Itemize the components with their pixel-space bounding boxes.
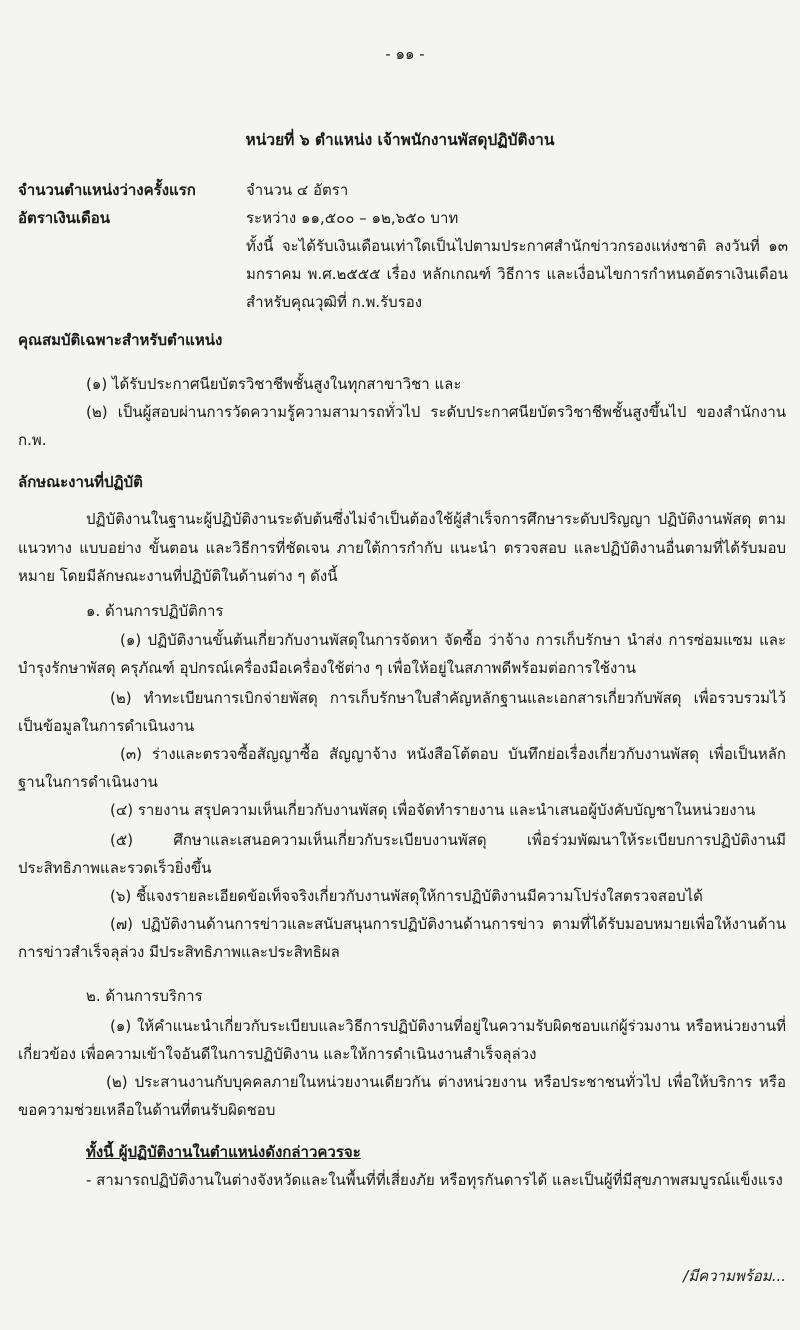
salary-note: ทั้งนี้ จะได้รับเงินเดือนเท่าใดเป็นไปตามประกาศสำนักข่าวกรองแห่งชาติ ลงวันที่ ๑๓ มกราคม พ.ศ.๒๕๕๕ เรื่อง หลักเกณฑ์ วิธีการ และเงื่อนไขการกำหนดอัตราเงินเดือนสำหรับคุณวุฒิที่ ก.พ.รับรอง: [246, 237, 788, 311]
qualification-item-2: (๒) เป็นผู้สอบผ่านการวัดความรู้ความสามารถทั่วไป ระดับประกาศนียบัตรวิชาชีพชั้นสูงขึ้นไป ของสำนักงาน ก.พ.: [18, 403, 786, 449]
section-1-item-1: (๑) ปฏิบัติงานขั้นต้นเกี่ยวกับงานพัสดุในการจัดหา จัดซื้อ ว่าจ้าง การเก็บรักษา นำส่ง การซ่อมแซม และบำรุงรักษาพัสดุ ครุภัณฑ์ อุปกรณ์เครื่องมือเครื่องใช้ต่าง ๆ เพื่อให้อยู่ในสภาพดีพร้อมต่อการใช้งาน: [18, 631, 786, 677]
page-number: - ๑๑ -: [385, 45, 425, 63]
salary-range: ระหว่าง ๑๑,๕๐๐ – ๑๒,๖๕๐ บาท: [246, 209, 459, 227]
section-2-title: ๒. ด้านการบริการ: [86, 987, 203, 1005]
section-2-item-1: (๑) ให้คำแนะนำเกี่ยวกับระเบียบและวิธีการปฏิบัติงานที่อยู่ในความรับผิดชอบแก่ผู้ร่วมงาน หรือหน่วยงานที่เกี่ยวข้อง เพื่อความเข้าใจอันดีในการปฏิบัติงาน และให้การดำเนินงานสำเร็จลุล่วง: [18, 1017, 786, 1063]
section-1-item-7: (๗) ปฏิบัติงานด้านการข่าวและสนับสนุนการปฏิบัติงานด้านการข่าว ตามที่ได้รับมอบหมายเพื่อให้งานด้านการข่าวสำเร็จลุล่วง มีประสิทธิภาพและประสิทธิผล: [18, 915, 786, 961]
section-1-title: ๑. ด้านการปฏิบัติการ: [86, 602, 224, 620]
duties-intro: ปฏิบัติงานในฐานะผู้ปฏิบัติงานระดับต้นซึ่งไม่จำเป็นต้องใช้ผู้สำเร็จการศึกษาระดับปริญญา ปฏิบัติงานพัสดุ ตามแนวทาง แบบอย่าง ขั้นตอน และวิธีการที่ชัดเจน ภายใต้การกำกับ แนะนำ ตรวจสอบ และปฏิบัติงานอื่นตามที่ได้รับมอบหมาย โดยมีลักษณะงานที่ปฏิบัติในด้านต่าง ๆ ดังนี้: [18, 510, 786, 585]
duties-heading: ลักษณะงานที่ปฏิบัติ: [18, 473, 143, 491]
qualifications-heading: คุณสมบัติเฉพาะสำหรับตำแหน่ง: [18, 331, 223, 349]
section-2-item-2: (๒) ประสานงานกับบุคคลภายในหน่วยงานเดียวกัน ต่างหน่วยงาน หรือประชาชนทั่วไป เพื่อให้บริการ หรือขอความช่วยเหลือในด้านที่ตนรับผิดชอบ: [18, 1073, 786, 1119]
section-1-item-2: (๒) ทำทะเบียนการเบิกจ่ายพัสดุ การเก็บรักษาใบสำคัญหลักฐานและเอกสารเกี่ยวกับพัสดุ เพื่อรวบรวมไว้เป็นข้อมูลในการดำเนินงาน: [18, 689, 786, 735]
remark-heading: ทั้งนี้ ผู้ปฏิบัติงานในตำแหน่งดังกล่าวควรจะ: [86, 1143, 361, 1161]
section-1-item-3: (๓) ร่างและตรวจซื้อสัญญาซื้อ สัญญาจ้าง หนังสือโต้ตอบ บันทึกย่อเรื่องเกี่ยวกับงานพัสดุ เพื่อเป็นหลักฐานในการดำเนินงาน: [18, 745, 786, 791]
page-heading: หน่วยที่ ๖ ตำแหน่ง เจ้าพนักงานพัสดุปฏิบัติงาน: [245, 131, 555, 149]
salary-label: อัตราเงินเดือน: [18, 209, 111, 227]
qualification-item-1: (๑) ได้รับประกาศนียบัตรวิชาชีพชั้นสูงในทุกสาขาวิชา และ: [86, 375, 462, 393]
continuation-marker: /มีความพร้อม...: [683, 1267, 786, 1285]
vacancy-value: จำนวน ๔ อัตรา: [246, 181, 349, 199]
section-1-item-5: (๕) ศึกษาและเสนอความเห็นเกี่ยวกับระเบียบงานพัสดุ เพื่อร่วมพัฒนาให้ระเบียบการปฏิบัติงานมีประสิทธิภาพและรวดเร็วยิ่งขึ้น: [18, 831, 786, 877]
section-1-item-4: (๔) รายงาน สรุปความเห็นเกี่ยวกับงานพัสดุ เพื่อจัดทำรายงาน และนำเสนอผู้บังคับบัญชาในหน่วยงาน: [110, 801, 756, 819]
section-1-item-6: (๖) ชี้แจงรายละเอียดข้อเท็จจริงเกี่ยวกับงานพัสดุให้การปฏิบัติงานมีความโปร่งใสตรวจสอบได้: [110, 887, 703, 905]
vacancy-label: จำนวนตำแหน่งว่างครั้งแรก: [18, 181, 196, 199]
remark-text: - สามารถปฏิบัติงานในต่างจังหวัดและในพื้นที่ที่เสี่ยงภัย หรือทุรกันดารได้ และเป็นผู้ที่มีสุขภาพสมบูรณ์แข็งแรง: [86, 1171, 783, 1189]
